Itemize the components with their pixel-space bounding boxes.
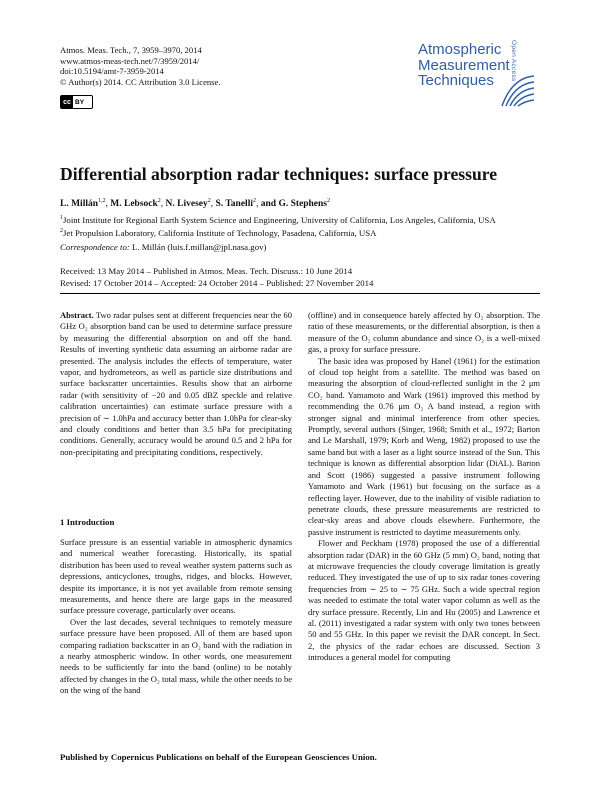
correspondence-label: Correspondence to: bbox=[60, 242, 130, 252]
publisher-footer: Published by Copernicus Publications on behalf of the European Geosciences Union. bbox=[60, 752, 377, 762]
author-5: G. Stephens bbox=[278, 199, 328, 210]
col2-paragraph-1: (offline) and in consequence barely affected by O₂ absorption. The ratio of these measurements, or the differential absorption, is then a measure of the O₂ column abundance and since O₂ is a well-mixed gas, a proxy for surface pressure. bbox=[308, 310, 540, 355]
abstract-text: Two radar pulses sent at different frequencies near the 60 GHz O₂ absorption band can be used to determine surface pressure by measuring the differential absorption on and off the band. Results of inverting synthetic data assuming an airborne radar are presented. The analysis includes the effects of temperature, water vapor, and hydrometeors, as well as particle size distributions and surface backscatter uncertainties. Results show that an airborne radar (with sensitivity of −20 and 0.05 dBZ speckle and relative calibration uncertainties) can estimate surface pressure with a precision of ∼ 1.0hPa and accuracy better than 1.0hPa for clear-sky and cloudy conditions and better than 3.5 hPa for precipitating conditions. Generally, accuracy would be around 0.5 and 2 hPa for non-precipitating and precipitating conditions, respectively. bbox=[60, 310, 292, 457]
author-1-affiliation: 1,2 bbox=[98, 198, 106, 204]
author-2-affiliation: 2 bbox=[157, 198, 161, 204]
logo-line-2: Measurement bbox=[418, 56, 510, 74]
journal-citation: Atmos. Meas. Tech., 7, 3959–3970, 2014 bbox=[60, 45, 202, 55]
author-1: L. Millán bbox=[60, 199, 99, 210]
author-5-affiliation: 2 bbox=[327, 198, 331, 204]
cc-by-label: BY bbox=[75, 98, 85, 106]
author-list: L. Millán$^{1,2}$, M. Lebsock$^2$, N. Livesey$^2$, S. Tanelli$^2$, and G. Stephens$^2$ bbox=[60, 198, 331, 210]
abstract-label: Abstract. bbox=[60, 310, 94, 320]
paper-title: Differential absorption radar techniques: surface pressure bbox=[60, 164, 498, 184]
cc-icon: cc bbox=[61, 96, 73, 108]
correspondence-email[interactable]: L. Millán (luis.f.millan@jpl.nasa.gov) bbox=[132, 242, 267, 252]
author-3: N. Livesey bbox=[165, 199, 208, 210]
author-3-affiliation: 2 bbox=[207, 198, 211, 204]
affiliation-2: $^2$Jet Propulsion Laboratory, California Institute of Technology, Pasadena, California, USA bbox=[60, 228, 377, 239]
open-access-icon bbox=[498, 72, 538, 110]
affiliation-1: $^1$Joint Institute for Regional Earth System Science and Engineering, University of California, Los Angeles, California, USA bbox=[60, 214, 496, 225]
author-4: S. Tanelli bbox=[215, 199, 253, 210]
logo-line-1: Atmospheric bbox=[418, 41, 502, 58]
introduction-text bbox=[60, 537, 292, 697]
abstract bbox=[60, 310, 292, 458]
cc-license-badge[interactable] bbox=[60, 95, 93, 109]
revised-line: Revised: 17 October 2014 – Accepted: 24 October 2014 – Published: 27 November 2014 bbox=[60, 277, 374, 288]
correspondence bbox=[60, 242, 266, 252]
publication-dates bbox=[60, 266, 373, 289]
col2-paragraph-3: Flower and Peckham (1978) proposed the use of a differential absorption radar (DAR) in the 60 GHz (5 mm) O₂ band, noting that at microwave frequencies the cloudy coverage limitation is greatly reduced. They investigated the use of up to six radar tones covering frequencies from ∼ 25 to ∼ 75 GHz. Such a wide spectral region was needed to estimate the total water vapor column as well as the dry surface pressure. Recently, Lin and Hu (2005) and Lawrence et al. (2011) investigated a radar system with only two tones between 50 and 55 GHz. In this paper we revisit the DAR concept. In Sect. 2, the physics of the radar echoes are discussed. Section 3 introduces a general model for computing bbox=[308, 538, 540, 663]
doi[interactable]: doi:10.5194/amt-7-3959-2014 bbox=[60, 66, 164, 77]
author-2: M. Lebsock bbox=[110, 199, 158, 210]
divider bbox=[60, 293, 540, 294]
journal-header bbox=[60, 45, 221, 87]
section-heading-introduction: 1 Introduction bbox=[60, 517, 115, 527]
intro-paragraph-2: Over the last decades, several techniques to remotely measure surface pressure have been proposed. All of them are based upon comparing radiation backscatter in an O₂ band with the radiation in a nearby atmospheric window. In other words, one measurement needs to be sufficiently far into the band (online) to be notably affected by changes in the O₂ total mass, while the other needs to be on the wing of the band bbox=[60, 616, 292, 696]
left-column bbox=[60, 310, 292, 458]
logo-line-3: Techniques bbox=[418, 72, 494, 89]
intro-paragraph-1: Surface pressure is an essential variable in atmospheric dynamics and numerical weather forecasting. Historically, its spatial distribution has been used to reveal weather system patterns such as depressions, anticyclones, troughs, ridges, and blocks. However, despite its importance, it is not yet available from remote sensing measurements, and hence there are large gaps in the measured surface pressure coverage, particularly over oceans. bbox=[60, 537, 292, 616]
license-line: © Author(s) 2014. CC Attribution 3.0 License. bbox=[60, 76, 221, 87]
right-column bbox=[308, 310, 540, 664]
author-4-affiliation: 2 bbox=[252, 198, 256, 204]
open-access-label: Open Access bbox=[510, 40, 517, 82]
affiliations bbox=[60, 213, 496, 240]
col2-paragraph-2: The basic idea was proposed by Hanel (1961) for the estimation of cloud top height from a satellite. The method was based on measuring the absorption of cloud-reflected sunlight in the 2 μm CO₂ band. Yamamoto and Wark (1961) improved this method by recommending the 0.76 μm O₂ A band instead, a region with stronger signal and minimal interference from other species. Promptly, several authors (Singer, 1968; Smith et al., 1972; Barton and Le Marshall, 1979; Korb and Weng, 1982) proposed to use the same band but with a laser as a light source instead of the Sun. This technique is known as differential absorption lidar (DiAL). Barton and Scott (1986) suggested a passive instrument following Yamamoto and Wark (1961) but focusing on the surface as a reflecting layer. However, due to the inability of visible radiation to penetrate clouds, these pressure measurements are restricted to clear-sky areas and above clouds elsewhere. Furthermore, the passive instrument is restricted to daytime measurements only. bbox=[308, 355, 540, 537]
received-line: Received: 13 May 2014 – Published in Atmos. Meas. Tech. Discuss.: 10 June 2014 bbox=[60, 266, 353, 276]
journal-url[interactable]: www.atmos-meas-tech.net/7/3959/2014/ bbox=[60, 55, 200, 66]
